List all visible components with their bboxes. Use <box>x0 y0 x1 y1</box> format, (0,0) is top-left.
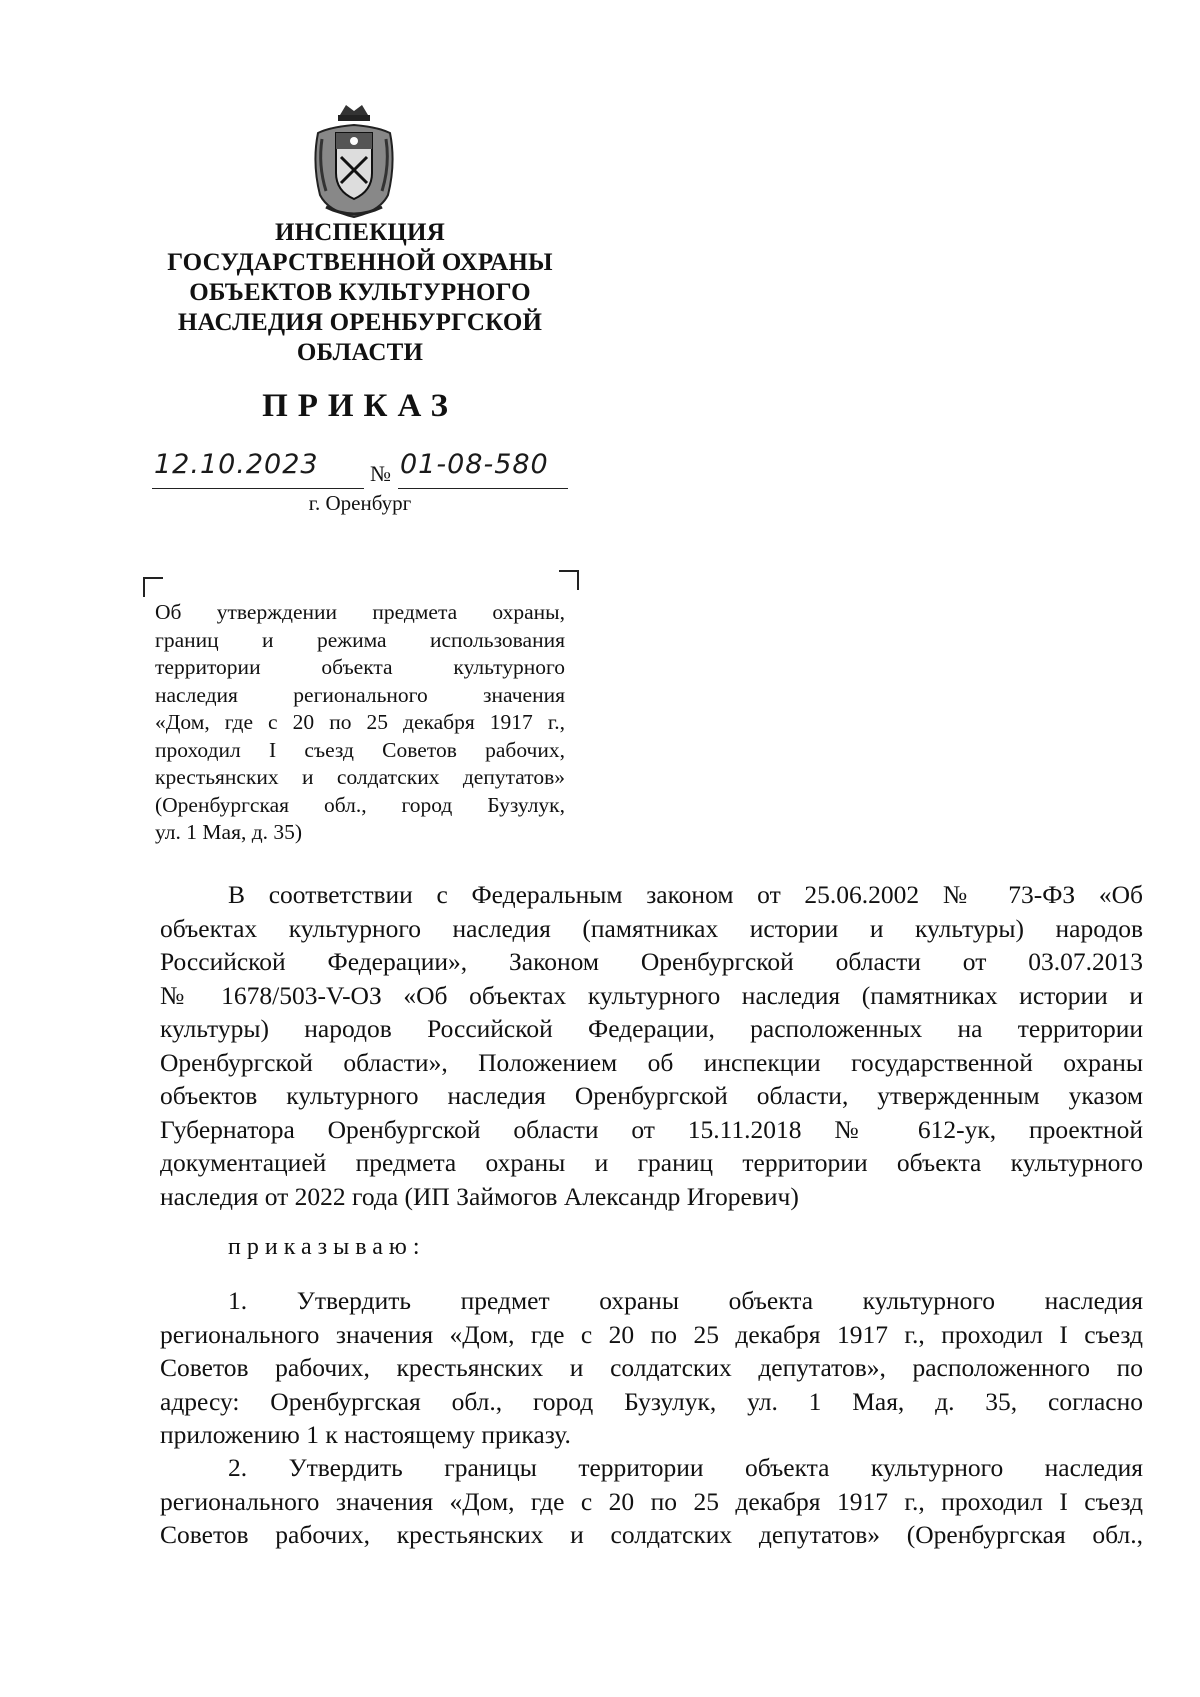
item-2-line: 2. Утвердить границы территории объекта культурного наследия <box>228 1453 1143 1482</box>
subject-line: (Оренбургская обл., город Бузулук, <box>155 792 565 817</box>
subject-line: наследия регионального значения <box>155 682 565 707</box>
coat-of-arms-icon <box>308 103 400 221</box>
preamble-line: объектов культурного наследия Оренбургской области, утвержденным указом <box>160 1081 1143 1110</box>
date-underline <box>152 488 364 489</box>
preamble-line: наследия от 2022 года (ИП Займогов Александр Игоревич) <box>160 1181 799 1211</box>
preamble-line: В соответствии с Федеральным законом от 25.06.2002 № 73-ФЗ «Об <box>228 880 1143 909</box>
number-underline <box>398 488 568 489</box>
preamble-line: Губернатора Оренбургской области от 15.11.2018 № 612-ук, проектной <box>160 1114 1143 1144</box>
order-word: приказываю: <box>228 1234 426 1260</box>
preamble-line: культуры) народов Российской Федерации, расположенных на территории <box>160 1014 1143 1043</box>
item-1-line: 1. Утвердить предмет охраны объекта культурного наследия <box>228 1286 1143 1315</box>
subject-line: границ и режима использования <box>155 627 565 652</box>
item-1-line: регионального значения «Дом, где с 20 по 25 декабря 1917 г., проходил I съезд <box>160 1319 1143 1349</box>
registration-line <box>152 449 572 493</box>
org-line: ИНСПЕКЦИЯ <box>275 219 445 246</box>
left-corner-bracket <box>143 577 163 597</box>
preamble-line: Оренбургской области», Положением об инспекции государственной охраны <box>160 1047 1143 1077</box>
item-2-line: Советов рабочих, крестьянских и солдатских депутатов» (Оренбургская обл., <box>160 1520 1143 1549</box>
org-line: ОБЪЕКТОВ КУЛЬТУРНОГО <box>189 279 531 306</box>
preamble-line: документацией предмета охраны и границ территории объекта культурного <box>160 1148 1143 1177</box>
document-type-title: ПРИКАЗ <box>262 388 458 424</box>
subject-line: территории объекта культурного <box>155 655 565 679</box>
city-label: г. Оренбург <box>308 491 412 515</box>
preamble-paragraph <box>160 878 1143 1213</box>
subject-line: «Дом, где с 20 по 25 декабря 1917 г., <box>155 710 565 734</box>
preamble-line: Российской Федерации», Законом Оренбургской области от 03.07.2013 <box>160 947 1143 976</box>
number-sign: № <box>370 461 391 486</box>
preamble-line: № 1678/503-V-ОЗ «Об объектах культурного наследия (памятниках истории и <box>160 980 1143 1010</box>
subject-line: проходил I съезд Советов рабочих, <box>155 737 565 762</box>
handwritten-date: 12.10.2023 <box>154 449 319 480</box>
item-2-line: регионального значения «Дом, где с 20 по 25 декабря 1917 г., проходил I съезд <box>160 1486 1143 1516</box>
org-line: НАСЛЕДИЯ ОРЕНБУРГСКОЙ <box>177 309 543 336</box>
organization-name <box>150 218 570 368</box>
item-1-paragraph <box>160 1284 1143 1452</box>
handwritten-number: 01-08-580 <box>400 449 549 480</box>
order-subject <box>155 599 565 847</box>
item-1-line: адресу: Оренбургская обл., город Бузулук, ул. 1 Мая, д. 35, согласно <box>160 1386 1143 1416</box>
org-line: ГОСУДАРСТВЕННОЙ ОХРАНЫ <box>167 249 553 276</box>
right-corner-bracket <box>559 570 579 590</box>
subject-line: ул. 1 Мая, д. 35) <box>155 820 303 844</box>
subject-line: Об утверждении предмета охраны, <box>155 600 565 624</box>
preamble-line: объектах культурного наследия (памятниках истории и культуры) народов <box>160 913 1143 943</box>
item-1-line: Советов рабочих, крестьянских и солдатских депутатов», расположенного по <box>160 1353 1143 1382</box>
org-line: ОБЛАСТИ <box>296 339 424 366</box>
item-2-paragraph <box>160 1451 1143 1552</box>
item-1-line: приложению 1 к настоящему приказу. <box>160 1420 571 1449</box>
subject-line: крестьянских и солдатских депутатов» <box>155 765 565 789</box>
